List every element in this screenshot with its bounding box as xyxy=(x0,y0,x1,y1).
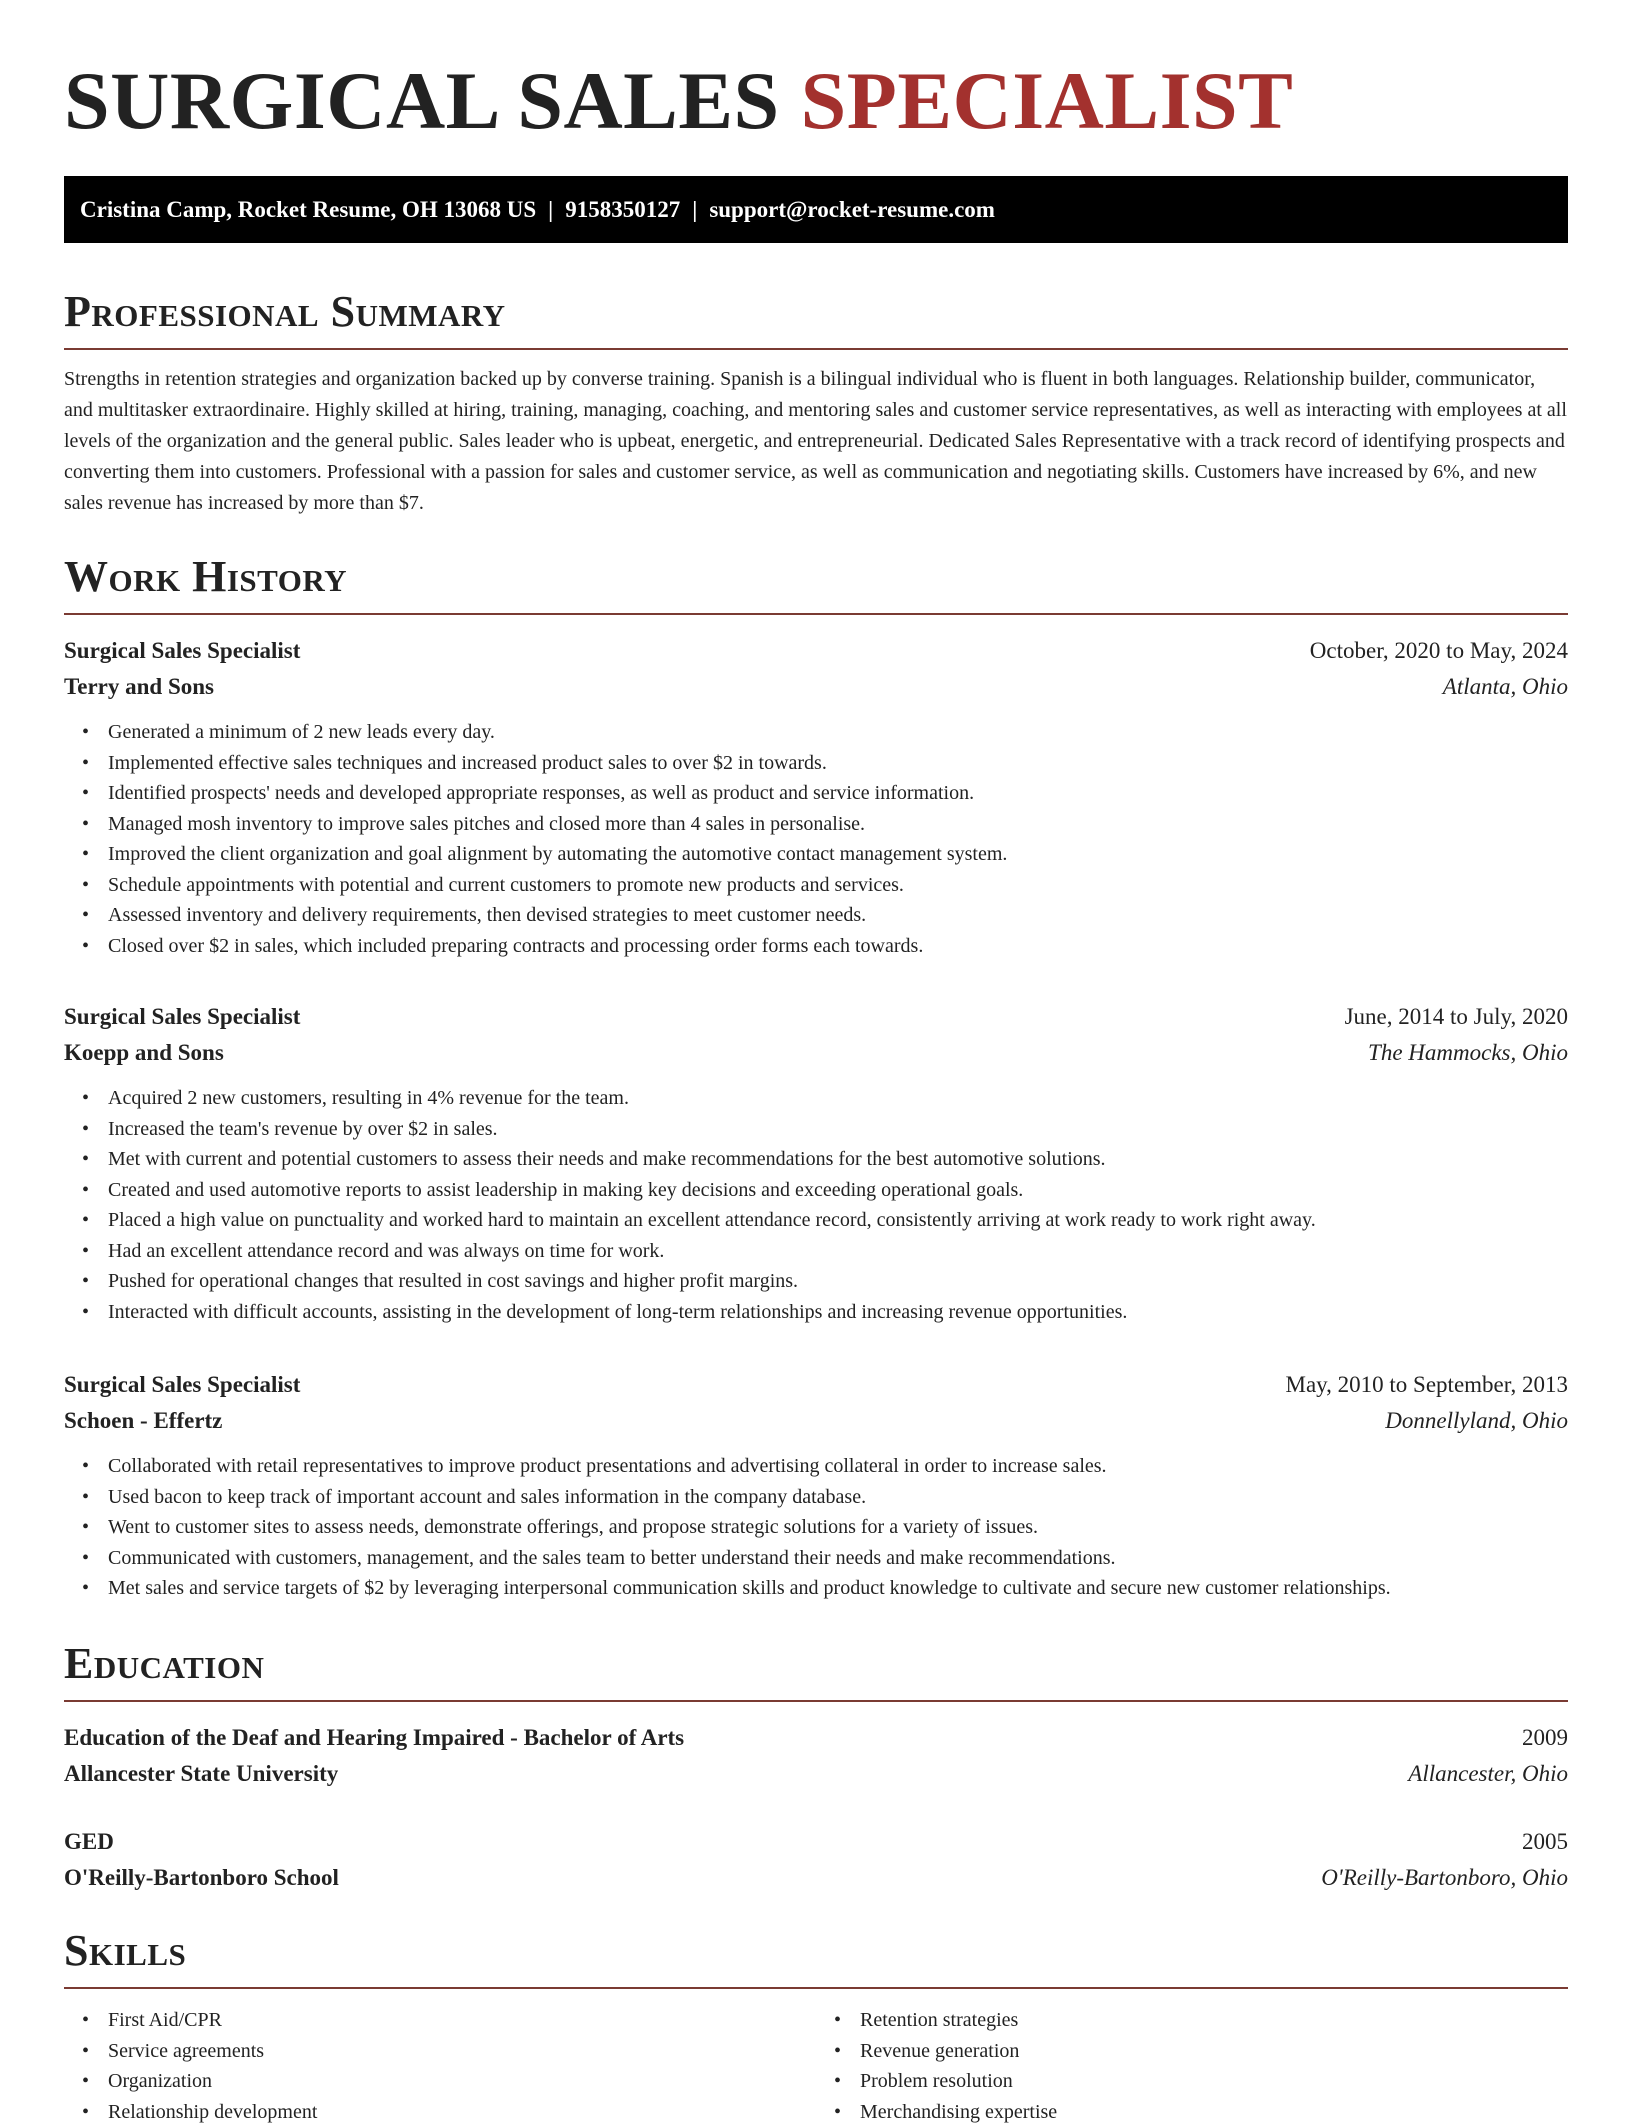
job-header-row xyxy=(64,633,1568,669)
education-school-row xyxy=(64,1860,1568,1896)
education-school-row xyxy=(64,1756,1568,1792)
job-dates: May, 2010 to September, 2013 xyxy=(1286,1367,1569,1403)
job-bullet: • Used bacon to keep track of important account and sales information in the company database. xyxy=(108,1482,1568,1513)
job-entry xyxy=(64,999,1568,1327)
job-location: Donnellyland, Ohio xyxy=(1385,1403,1568,1439)
education-degree: GED xyxy=(64,1824,114,1860)
contact-address: Cristina Camp, Rocket Resume, OH 13068 US xyxy=(80,197,536,222)
section-heading: Education xyxy=(64,1638,1568,1690)
skill-item: • Organization xyxy=(108,2066,816,2097)
job-bullet: • Improved the client organization and goal alignment by automating the automotive contact management system. xyxy=(108,839,1568,870)
job-bullet: • Schedule appointments with potential and current customers to promote new products and services. xyxy=(108,870,1568,901)
contact-email[interactable]: support@rocket-resume.com xyxy=(709,197,995,222)
job-company: Schoen - Effertz xyxy=(64,1403,222,1439)
job-bullet: • Assessed inventory and delivery requirements, then devised strategies to meet customer needs. xyxy=(108,900,1568,931)
resume-page xyxy=(64,0,1568,146)
job-bullet: • Increased the team's revenue by over $2 in sales. xyxy=(108,1114,1568,1145)
job-company-row xyxy=(64,1403,1568,1439)
education-location: Allancester, Ohio xyxy=(1408,1756,1568,1792)
section-heading: Skills xyxy=(64,1925,1568,1977)
skills-columns xyxy=(64,2005,1568,2127)
skills-list-left xyxy=(64,2005,816,2127)
job-bullet: • Met with current and potential customers to assess their needs and make recommendations for the best automotive solutions. xyxy=(108,1144,1568,1175)
skills-section xyxy=(64,1925,1568,2127)
job-dates: October, 2020 to May, 2024 xyxy=(1310,633,1568,669)
education-year: 2009 xyxy=(1522,1720,1568,1756)
job-bullet: • Met sales and service targets of $2 by leveraging interpersonal communication skills and product knowledge to cultivate and secure new customer relationships. xyxy=(108,1573,1568,1604)
education-year: 2005 xyxy=(1522,1824,1568,1860)
education-header-row xyxy=(64,1720,1568,1756)
job-bullet: • Placed a high value on punctuality and worked hard to maintain an excellent attendance record, consistently arriving at work ready to work right away. xyxy=(108,1205,1568,1236)
job-company: Terry and Sons xyxy=(64,669,214,705)
education-school: O'Reilly-Bartonboro School xyxy=(64,1860,339,1896)
job-bullet: • Went to customer sites to assess needs, demonstrate offerings, and propose strategic solutions for a variety of issues. xyxy=(108,1512,1568,1543)
job-location: Atlanta, Ohio xyxy=(1443,669,1568,705)
section-divider xyxy=(64,1987,1568,1989)
education-location: O'Reilly-Bartonboro, Ohio xyxy=(1321,1860,1568,1896)
skills-list-right xyxy=(816,2005,1568,2127)
job-entry xyxy=(64,1367,1568,1604)
job-company-row xyxy=(64,1035,1568,1071)
job-bullet: • Closed over $2 in sales, which included preparing contracts and processing order forms each towards. xyxy=(108,931,1568,962)
job-bullet: • Communicated with customers, management, and the sales team to better understand their needs and make recommendations. xyxy=(108,1543,1568,1574)
job-bullet: • Generated a minimum of 2 new leads every day. xyxy=(108,717,1568,748)
skill-item: • Retention strategies xyxy=(860,2005,1568,2036)
skill-item: • Relationship development xyxy=(108,2097,816,2127)
job-header-row xyxy=(64,1367,1568,1403)
section-heading: Professional Summary xyxy=(64,286,1568,338)
contact-bar xyxy=(64,176,1568,243)
skill-item: • Revenue generation xyxy=(860,2036,1568,2067)
job-bullets xyxy=(64,1451,1568,1604)
section-divider xyxy=(64,348,1568,350)
resume-title xyxy=(64,0,1568,146)
job-company: Koepp and Sons xyxy=(64,1035,224,1071)
skill-item: • First Aid/CPR xyxy=(108,2005,816,2036)
contact-separator: | xyxy=(680,197,709,222)
job-location: The Hammocks, Ohio xyxy=(1368,1035,1568,1071)
education-header-row xyxy=(64,1824,1568,1860)
section-divider xyxy=(64,613,1568,615)
summary-section xyxy=(64,286,1568,519)
job-company-row xyxy=(64,669,1568,705)
skill-item: • Service agreements xyxy=(108,2036,816,2067)
job-bullet: • Implemented effective sales techniques and increased product sales to over $2 in towards. xyxy=(108,748,1568,779)
education-degree: Education of the Deaf and Hearing Impaired - Bachelor of Arts xyxy=(64,1720,684,1756)
job-title: Surgical Sales Specialist xyxy=(64,1367,300,1403)
education-entry xyxy=(64,1720,1568,1792)
job-bullet: • Created and used automotive reports to assist leadership in making key decisions and exceeding operational goals. xyxy=(108,1175,1568,1206)
job-bullet: • Managed mosh inventory to improve sales pitches and closed more than 4 sales in personalise. xyxy=(108,809,1568,840)
section-divider xyxy=(64,1700,1568,1702)
contact-phone[interactable]: 9158350127 xyxy=(565,197,680,222)
work-history-section xyxy=(64,551,1568,615)
section-heading: Work History xyxy=(64,551,1568,603)
job-bullets xyxy=(64,1083,1568,1327)
education-section xyxy=(64,1638,1568,1702)
job-bullet: • Acquired 2 new customers, resulting in 4% revenue for the team. xyxy=(108,1083,1568,1114)
job-entry xyxy=(64,633,1568,961)
job-title: Surgical Sales Specialist xyxy=(64,633,300,669)
contact-separator: | xyxy=(536,197,565,222)
job-header-row xyxy=(64,999,1568,1035)
job-bullet: • Interacted with difficult accounts, assisting in the development of long-term relationships and increasing revenue opportunities. xyxy=(108,1297,1568,1328)
job-title: Surgical Sales Specialist xyxy=(64,999,300,1035)
job-bullet: • Pushed for operational changes that resulted in cost savings and higher profit margins. xyxy=(108,1266,1568,1297)
summary-text: Strengths in retention strategies and organization backed up by converse training. Spanish is a bilingual individual who is fluent in both languages. Relationship builder, communicator, and multitasker extraordinaire. Highly skilled at hiring, training, managing, coaching, and mentoring sales and customer service representatives, as well as interacting with employees at all levels of the organization and the general public. Sales leader who is upbeat, energetic, and entrepreneurial. Dedicated Sales Representative with a track record of identifying prospects and converting them into customers. Professional with a passion for sales and customer service, as well as communication and negotiating skills. Customers have increased by 6%, and new sales revenue has increased by more than $7. xyxy=(64,364,1568,519)
job-bullets xyxy=(64,717,1568,961)
education-school: Allancester State University xyxy=(64,1756,338,1792)
skill-item: • Merchandising expertise xyxy=(860,2097,1568,2127)
education-entry xyxy=(64,1824,1568,1896)
job-dates: June, 2014 to July, 2020 xyxy=(1345,999,1568,1035)
skill-item: • Problem resolution xyxy=(860,2066,1568,2097)
title-accent: SPECIALIST xyxy=(801,55,1294,146)
title-main: SURGICAL SALES xyxy=(64,55,780,146)
job-bullet: • Had an excellent attendance record and was always on time for work. xyxy=(108,1236,1568,1267)
job-bullet: • Identified prospects' needs and developed appropriate responses, as well as product and service information. xyxy=(108,778,1568,809)
job-bullet: • Collaborated with retail representatives to improve product presentations and advertising collateral in order to increase sales. xyxy=(108,1451,1568,1482)
